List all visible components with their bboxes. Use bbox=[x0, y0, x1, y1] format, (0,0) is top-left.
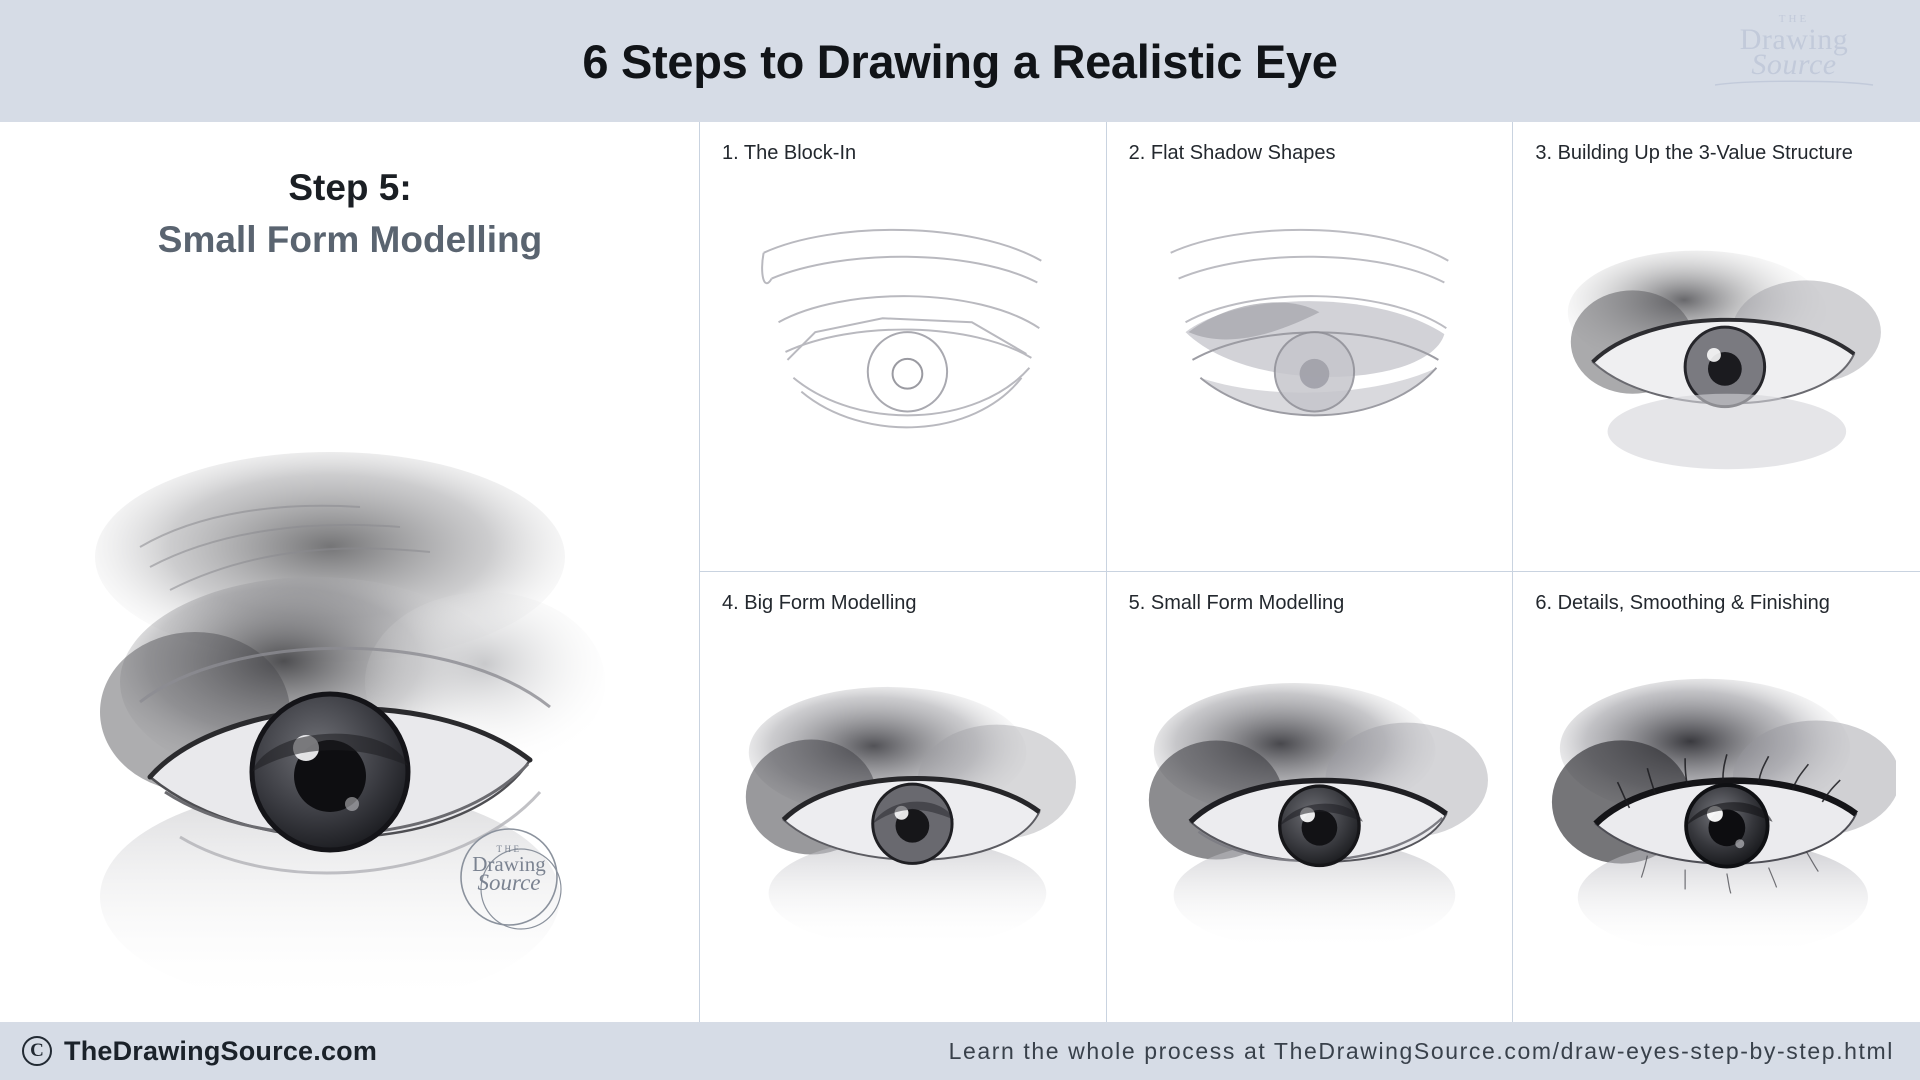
watermark-source: Source bbox=[477, 870, 541, 895]
brand-logo-the: THE bbox=[1778, 13, 1810, 25]
feature-panel bbox=[0, 122, 700, 1022]
brand-logo-header bbox=[1704, 14, 1884, 110]
footer-note: Learn the whole process at TheDrawingSource.com/draw-eyes-step-by-step.html bbox=[948, 1037, 1894, 1064]
step-label-1: 1. The Block-In bbox=[722, 142, 857, 164]
step-cell-5 bbox=[1107, 572, 1514, 1022]
step-art-5 bbox=[1131, 632, 1488, 962]
brand-logo-swash-icon bbox=[1704, 77, 1884, 87]
page-title: 6 Steps to Drawing a Realistic Eye bbox=[582, 34, 1338, 88]
step-art-2 bbox=[1131, 182, 1488, 512]
body-area bbox=[0, 122, 1920, 1022]
step-label-6: 6. Details, Smoothing & Finishing bbox=[1535, 592, 1830, 614]
step-label-2: 2. Flat Shadow Shapes bbox=[1128, 142, 1336, 164]
footer-site-name: TheDrawingSource.com bbox=[64, 1035, 378, 1066]
feature-step-title: Small Form Modelling bbox=[157, 219, 543, 260]
step-art-6 bbox=[1538, 632, 1896, 962]
brand-logo-watermark bbox=[439, 817, 579, 937]
step-art-1 bbox=[724, 182, 1081, 512]
watermark-the: THE bbox=[496, 844, 522, 854]
copyright-icon: C bbox=[22, 1036, 52, 1066]
step-art-3 bbox=[1538, 182, 1896, 512]
step-label-3: 3. Building Up the 3-Value Structure bbox=[1535, 142, 1853, 164]
step-art-4 bbox=[724, 632, 1081, 962]
step-cell-3 bbox=[1513, 122, 1920, 572]
footer-band bbox=[0, 1022, 1920, 1080]
feature-caption bbox=[0, 167, 700, 261]
step-cell-4 bbox=[700, 572, 1107, 1022]
footer-brand bbox=[22, 1036, 377, 1067]
header-band bbox=[0, 0, 1920, 122]
step-label-4: 4. Big Form Modelling bbox=[722, 592, 917, 614]
step-cell-6 bbox=[1513, 572, 1920, 1022]
brand-logo-source: Source bbox=[1751, 48, 1837, 82]
brand-logo-drawing: Drawing bbox=[1739, 22, 1849, 56]
feature-step-number: Step 5: bbox=[288, 167, 412, 208]
steps-grid bbox=[700, 122, 1920, 1022]
step-cell-1 bbox=[700, 122, 1107, 572]
step-cell-2 bbox=[1107, 122, 1514, 572]
watermark-drawing: Drawing bbox=[472, 852, 546, 876]
step-label-5: 5. Small Form Modelling bbox=[1128, 592, 1345, 614]
